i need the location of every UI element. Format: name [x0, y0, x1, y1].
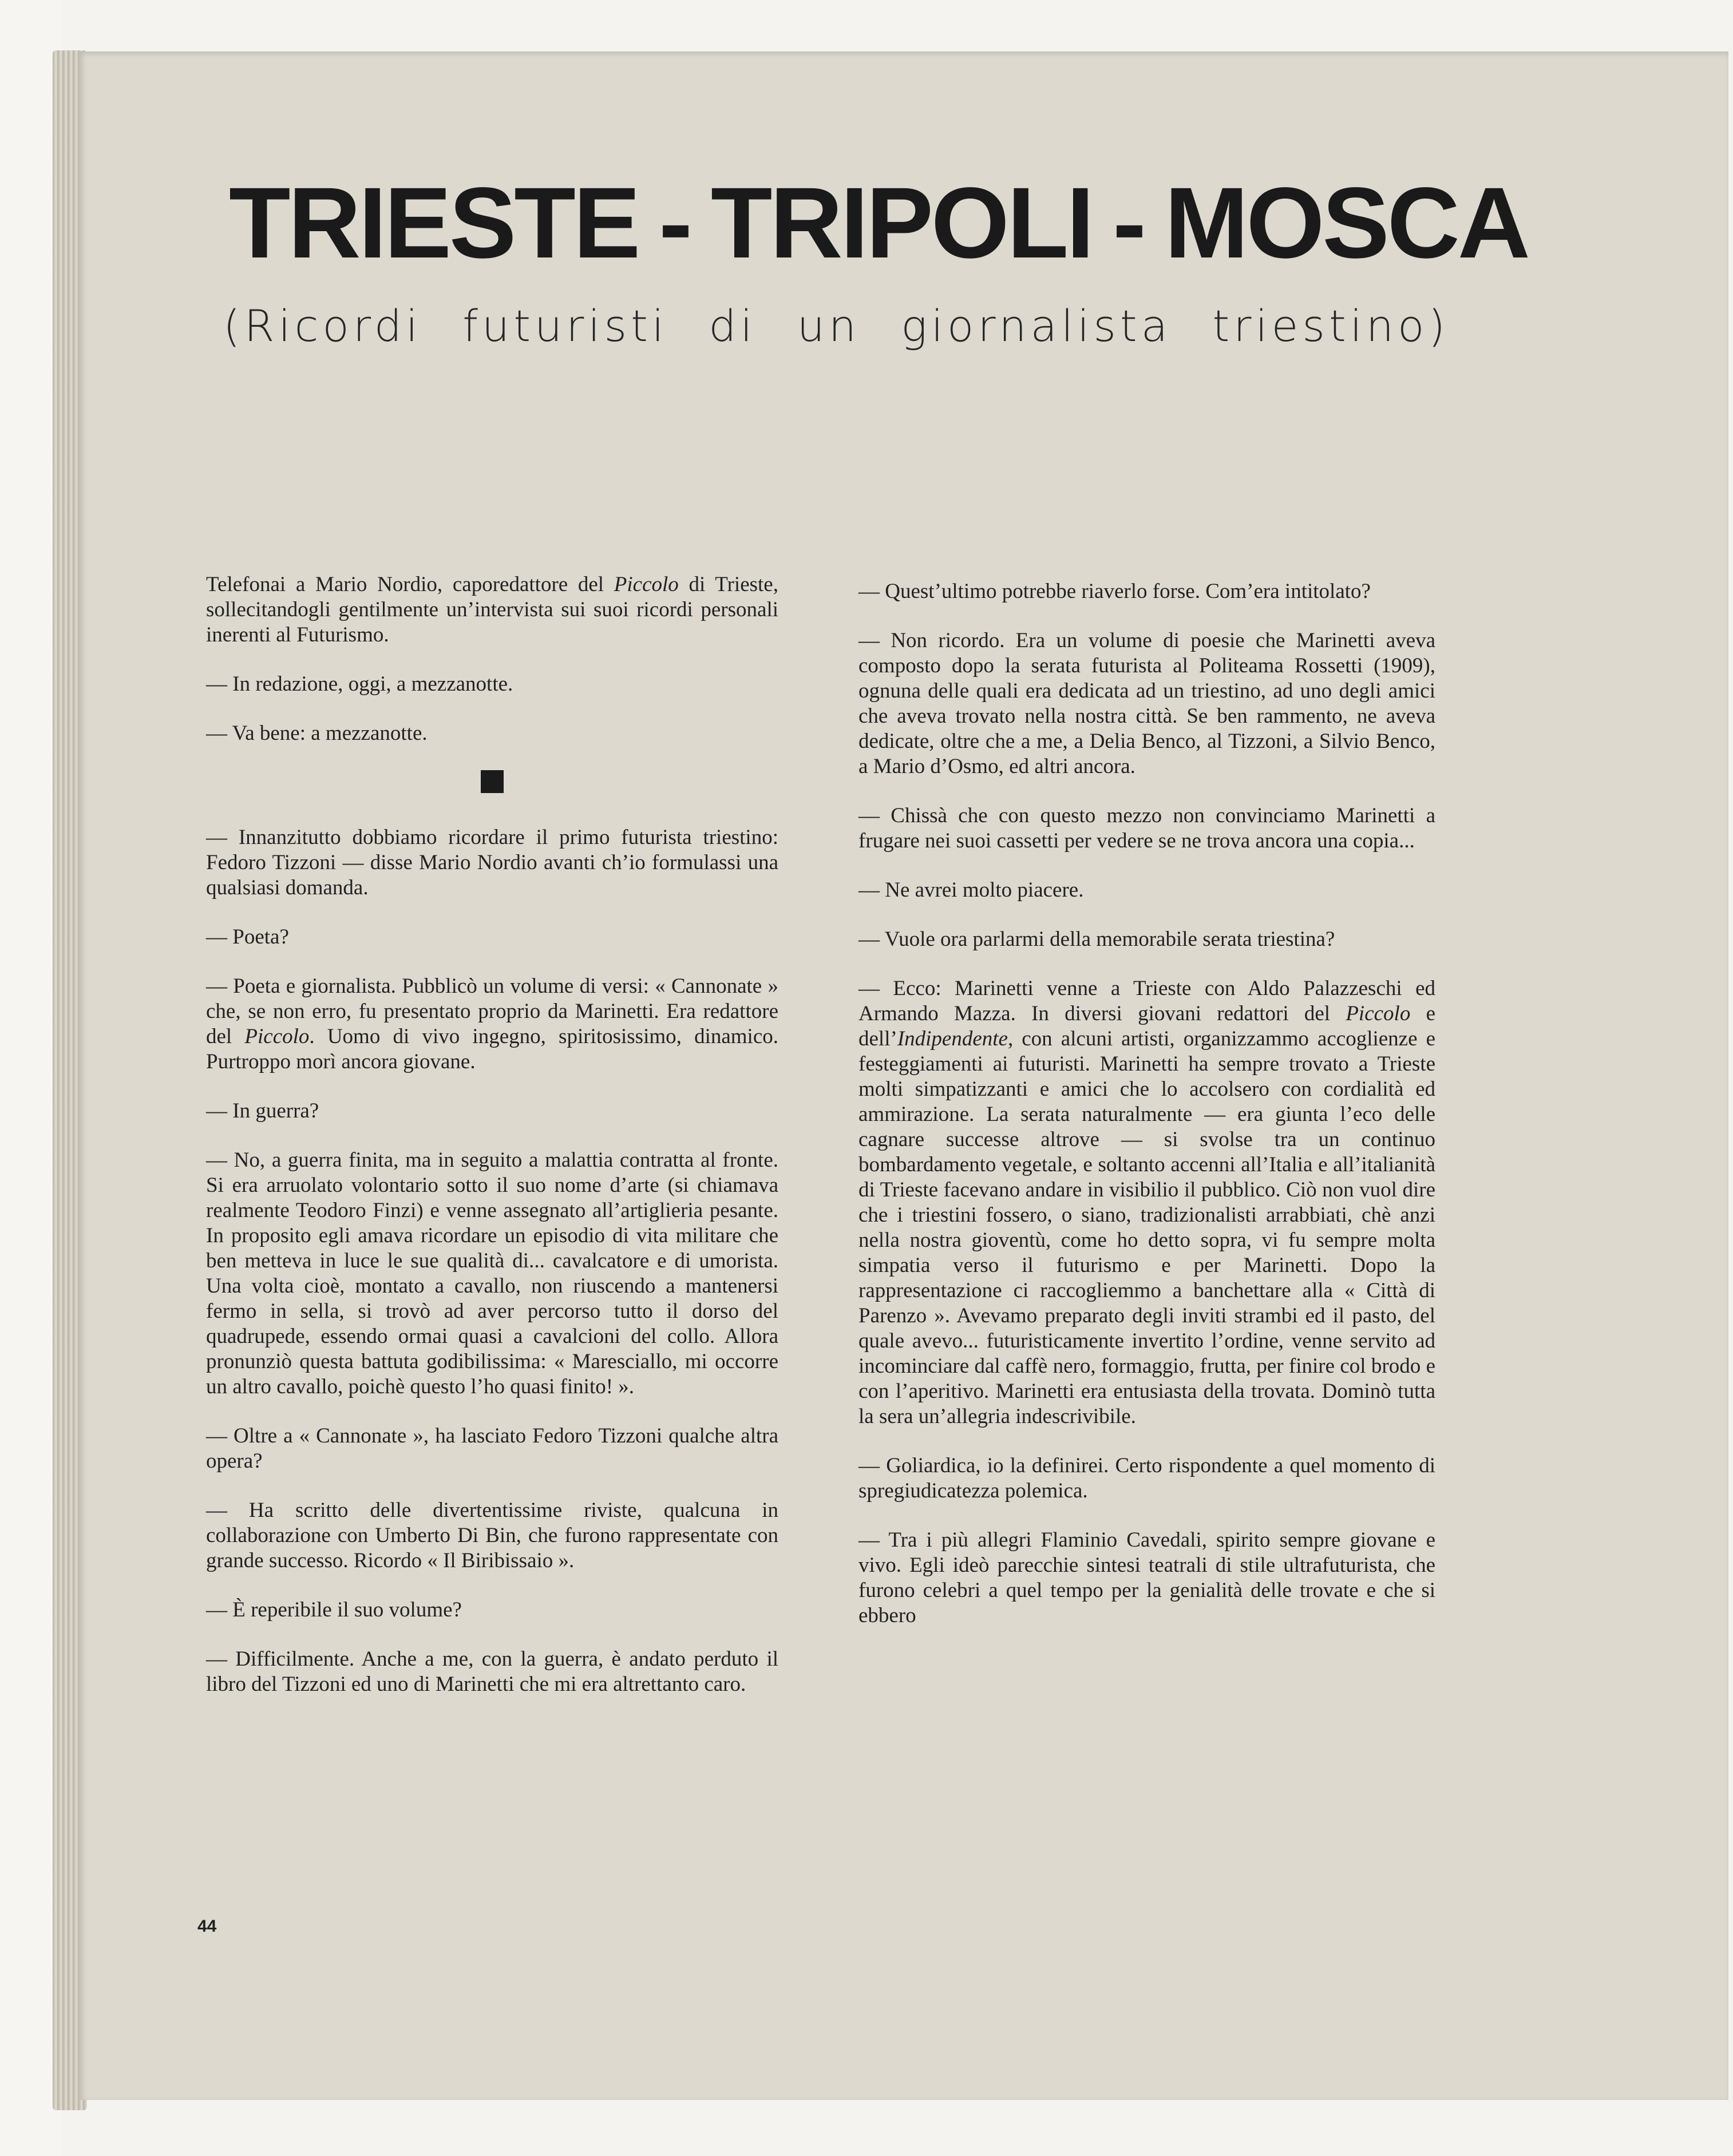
title-dash-2: - — [1113, 167, 1144, 279]
paragraph: — Goliardica, io la definirei. Certo rispondente a quel momento di spregiudicatezza polemica. — [858, 1454, 1435, 1503]
paragraph: — Ne avrei molto piacere. — [858, 878, 1084, 902]
paragraph: — È reperibile il suo volume? — [206, 1598, 462, 1622]
paragraph: — Vuole ora parlarmi della memorabile serata triestina? — [858, 928, 1335, 951]
paragraph: — Non ricordo. Era un volume di poesie che Marinetti aveva composto dopo la serata futurista al Politeama Rossetti (1909), ognuna delle quali era dedicata ad un triestino, ad uno degli amici che aveva trovato nella nostra città. Se ben rammento, ne aveva dedicate, oltre che a me, a Delia Benco, al Tizzoni, a Silvio Benco, a Mario d’Osmo, ed altri ancora. — [858, 629, 1435, 778]
article-title — [229, 167, 1528, 279]
page-number: 44 — [197, 1917, 217, 1936]
paragraph: Telefonai a Mario Nordio, caporedattore del Piccolo di Trieste, sollecitandogli gentilmente un’intervista sui suoi ricordi personali inerenti al Futurismo. — [206, 573, 778, 647]
right-column — [858, 579, 1435, 1652]
paragraph: — Ha scritto delle divertentissime riviste, qualcuna in collaborazione con Umberto Di Bin, che furono rappresentate con grande successo. Ricordo « Il Biribissaio ». — [206, 1499, 778, 1572]
title-word-trieste: TRIESTE — [229, 167, 639, 279]
paragraph: — In redazione, oggi, a mezzanotte. — [206, 672, 513, 696]
paragraph: — Ecco: Marinetti venne a Trieste con Aldo Palazzeschi ed Armando Mazza. In diversi giovani redattori del Piccolo e dell’Indipendente, con alcuni artisti, organizzammo accoglienze e festeggiamenti ai futuristi. Marinetti ha sempre trovato a Trieste molti simpatizzanti e amici che lo accolsero con cordialità ed ammirazione. La serata naturalmente — era giunta l’eco delle cagnare successe altrove — si svolse tra un continuo bombardamento vegetale, e soltanto accenni all’Italia e all’italianità di Trieste facevano andare in visibilio il pubblico. Ciò non vuol dire che i triestini fossero, o siano, tradizionalisti arrabbiati, chè anzi nella nostra gioventù, come ho detto sopra, vi fu sempre molta simpatia verso il futurismo e per Marinetti. Dopo la rappresentazione ci raccogliemmo a banchettare alla « Città di Parenzo ». Avevamo preparato degli inviti strambi ed il pasto, del quale avevo... futuristicamente invertito l’ordine, venne servito ad incominciare dal caffè nero, formaggio, frutta, per finire col brodo e con l’aperitivo. Marinetti era entusiasta della trovata. Dominò tutta la sera un’allegria indescrivibile. — [858, 977, 1435, 1428]
title-word-tripoli: TRIPOLI — [710, 167, 1093, 279]
paragraph: — Quest’ultimo potrebbe riaverlo forse. Com’era intitolato? — [858, 580, 1371, 603]
title-dash-1: - — [659, 167, 690, 279]
paragraph: — Chissà che con questo mezzo non convinciamo Marinetti a frugare nei suoi cassetti per vedere se ne trova ancora una copia... — [858, 804, 1435, 853]
article-subtitle: (Ricordi futuristi di un giornalista triestino) — [223, 300, 1450, 351]
paragraph: — Poeta e giornalista. Pubblicò un volume di versi: « Cannonate » che, se non erro, fu presentato proprio da Marinetti. Era redattore del Piccolo. Uomo di vivo ingegno, spiritosissimo, dinamico. Purtroppo morì ancora giovane. — [206, 974, 779, 1073]
paragraph: — Oltre a « Cannonate », ha lasciato Fedoro Tizzoni qualche altra opera? — [206, 1424, 778, 1473]
paragraph: — Difficilmente. Anche a me, con la guerra, è andato perduto il libro del Tizzoni ed uno di Marinetti che mi era altrettanto caro. — [206, 1647, 778, 1696]
paragraph: — No, a guerra finita, ma in seguito a malattia contratta al fronte. Si era arruolato volontario sotto il suo nome d’arte (si chiamava realmente Teodoro Finzi) e venne assegnato all’artiglieria pesante. In proposito egli amava ricordare un episodio di vita militare che ben metteva in luce le sue qualità di... cavalcatore e di umorista. Una volta cioè, montato a cavallo, non riuscendo a mantenersi fermo in sella, si trovò ad aver percorso tutto il dorso del quadrupede, essendo ormai quasi a cavalcioni del collo. Allora pronunziò questa battuta godibilissima: « Maresciallo, mi occorre un altro cavallo, poichè questo l’ho quasi finito! ». — [206, 1148, 778, 1398]
paragraph: — In guerra? — [206, 1099, 319, 1123]
title-word-mosca: MOSCA — [1164, 167, 1528, 279]
left-column — [206, 572, 778, 1721]
paragraph: — Tra i più allegri Flaminio Cavedali, spirito sempre giovane e vivo. Egli ideò parecchie sintesi teatrali di stile ultrafuturista, che furono celebri a quel tempo per la genialità delle trovate e che si ebbero — [858, 1528, 1435, 1627]
paragraph: — Innanzitutto dobbiamo ricordare il primo futurista triestino: Fedoro Tizzoni — disse Mario Nordio avanti ch’io formulassi una qualsiasi domanda. — [206, 826, 778, 899]
paragraph: — Va bene: a mezzanotte. — [206, 722, 428, 745]
section-separator — [481, 770, 504, 793]
paragraph: — Poeta? — [206, 925, 289, 949]
